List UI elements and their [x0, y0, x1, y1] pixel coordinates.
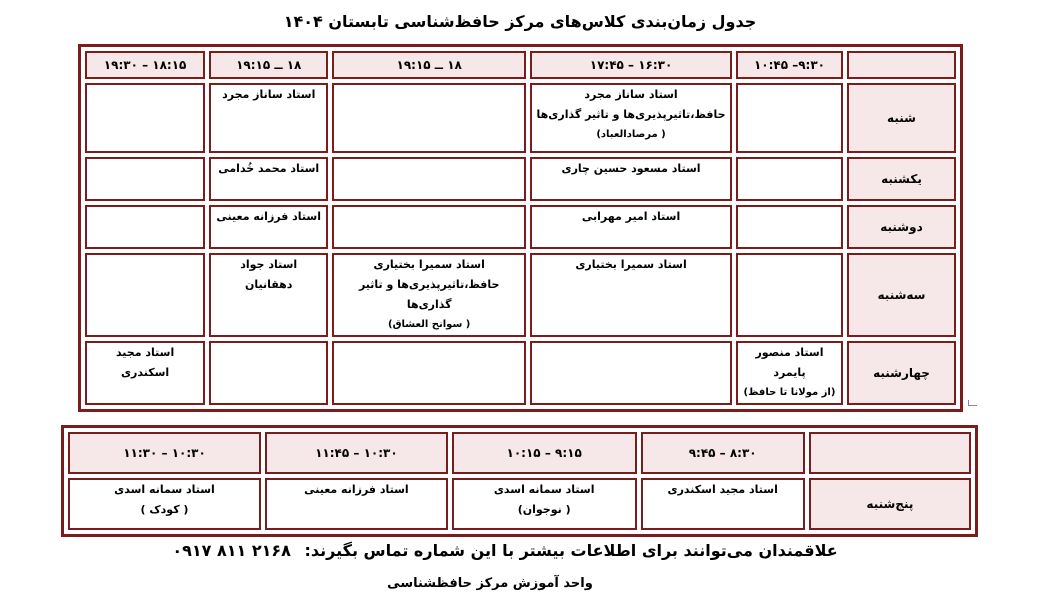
teacher-name: استاد منصور پایمرد	[755, 346, 824, 379]
day-cell: سه‌شنبه	[847, 253, 956, 337]
table-row	[85, 253, 956, 337]
course-title: حافظ،تاثیرپذیری‌ها و تاثیر گذاری‌ها	[358, 278, 500, 311]
header-cell: ۱۰:۳۰ – ۱۱:۴۵	[265, 432, 448, 474]
class-cell	[332, 341, 526, 405]
teacher-name: استاد مجید اسکندری	[667, 483, 778, 496]
class-cell	[332, 83, 526, 153]
header-row	[68, 432, 971, 474]
header-cell	[809, 432, 971, 474]
class-cell	[736, 253, 843, 337]
class-cell	[530, 341, 732, 405]
class-cell	[332, 157, 526, 201]
day-cell: دوشنبه	[847, 205, 956, 249]
course-title: حافظ،تاثیرپذیری‌ها و تاثیر گذاری‌ها	[536, 108, 726, 121]
header-row	[85, 51, 956, 79]
teacher-name: استاد جواد دهقانیان	[240, 258, 298, 291]
class-cell	[736, 205, 843, 249]
table-row	[85, 83, 956, 153]
schedule-table-weekdays	[78, 44, 963, 412]
class-cell	[530, 83, 732, 153]
header-cell: ۱۰:۳۰ – ۱۱:۳۰	[68, 432, 261, 474]
day-cell: چهارشنبه	[847, 341, 956, 405]
class-cell	[85, 157, 205, 201]
class-cell	[452, 478, 637, 530]
class-cell	[736, 83, 843, 153]
teacher-name: استاد سمانه اسدی	[114, 483, 215, 496]
course-subtitle: ( کودک )	[140, 503, 189, 516]
footer-unit: واحد آموزش مرکز حافظشناسی	[387, 576, 593, 591]
header-cell: ۸:۳۰ – ۹:۴۵	[641, 432, 805, 474]
teacher-name: استاد سمیرا بختیاری	[373, 258, 485, 271]
header-cell: ۱۸ ــ ۱۹:۱۵	[209, 51, 328, 79]
class-cell	[530, 253, 732, 337]
teacher-name: استاد فرزانه معینی	[216, 210, 322, 223]
course-subtitle: ( سوانح العشاق)	[388, 319, 471, 330]
day-cell: پنج‌شنبه	[809, 478, 971, 530]
teacher-name: استاد ساناز مجرد	[584, 88, 678, 101]
class-cell	[85, 205, 205, 249]
class-cell	[332, 253, 526, 337]
phone-number: ۲۱۶۸ ۸۱۱ ۰۹۱۷	[172, 541, 291, 560]
class-cell	[530, 205, 732, 249]
class-cell	[265, 478, 448, 530]
teacher-name: استاد سمیرا بختیاری	[575, 258, 687, 271]
header-cell: ۱۸:۱۵ – ۱۹:۳۰	[85, 51, 205, 79]
class-cell	[85, 341, 205, 405]
header-cell: ۱۶:۳۰ – ۱۷:۴۵	[530, 51, 732, 79]
corner-mark	[968, 400, 977, 406]
class-cell	[641, 478, 805, 530]
class-cell	[68, 478, 261, 530]
class-cell	[85, 83, 205, 153]
class-cell	[332, 205, 526, 249]
table-row	[68, 478, 971, 530]
day-cell: یکشنبه	[847, 157, 956, 201]
class-cell	[209, 83, 328, 153]
class-cell	[209, 341, 328, 405]
teacher-name: استاد ساناز مجرد	[222, 88, 316, 101]
teacher-name: استاد فرزانه معینی	[304, 483, 409, 496]
header-cell: ۹:۱۵ – ۱۰:۱۵	[452, 432, 637, 474]
class-cell	[530, 157, 732, 201]
page-title: جدول زمان‌بندی کلاس‌های مرکز حافظ‌شناسی تابستان ۱۴۰۴	[283, 12, 757, 31]
class-cell	[736, 157, 843, 201]
teacher-name: استاد مجید اسکندری	[115, 346, 175, 379]
course-subtitle: (از مولانا تا حافظ)	[743, 387, 836, 398]
header-cell	[847, 51, 956, 79]
teacher-name: استاد سمانه اسدی	[493, 483, 595, 496]
course-subtitle: ( نوجوان)	[517, 503, 571, 516]
class-cell	[209, 205, 328, 249]
day-cell: شنبه	[847, 83, 956, 153]
header-cell: ۹:۳۰– ۱۰:۴۵	[736, 51, 843, 79]
teacher-name: استاد امیر مهرابی	[581, 210, 681, 223]
contact-text: علاقمندان می‌توانند برای اطلاعات بیشتر با این شماره تماس بگیرند:	[304, 541, 838, 560]
table-row	[85, 205, 956, 249]
teacher-name: استاد مسعود حسین چاری	[561, 162, 701, 175]
table-row	[85, 341, 956, 405]
table-row	[85, 157, 956, 201]
header-cell: ۱۸ ــ ۱۹:۱۵	[332, 51, 526, 79]
class-cell	[736, 341, 843, 405]
teacher-name: استاد محمد خُدامی	[218, 162, 320, 175]
class-cell	[209, 157, 328, 201]
course-subtitle: ( مرصادالعباد)	[596, 129, 666, 140]
contact-line	[0, 541, 1010, 560]
schedule-table-thursday	[61, 425, 978, 537]
class-cell	[85, 253, 205, 337]
class-cell	[209, 253, 328, 337]
